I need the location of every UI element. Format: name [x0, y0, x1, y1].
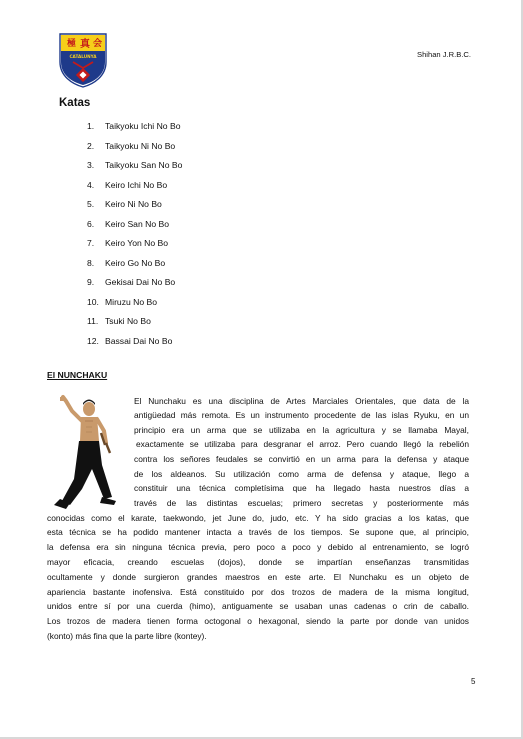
svg-text:会: 会 — [93, 39, 103, 49]
page-number: 5 — [471, 677, 476, 686]
list-item: 6. Keiro San No Bo — [87, 218, 170, 229]
svg-text:極: 極 — [67, 39, 77, 49]
list-item: 12. Bassai Dai No Bo — [87, 335, 173, 346]
paragraph-line: unidos entre sí por una cuerda (himo), antiguamente se usaban unas cadenas o crin de caballo. — [47, 601, 469, 611]
svg-text:CATALUNYA: CATALUNYA — [69, 54, 97, 59]
paragraph-line: antigüedad más remota. Es un instrumento procedente de las islas Ryuku, en un — [134, 410, 469, 420]
catalunya-club-logo — [58, 32, 108, 88]
paragraph-line: través de las distintas escuelas; primero secretas y posteriormente más — [134, 498, 469, 508]
author-header: Shihan J.R.B.C. — [417, 50, 472, 59]
paragraph-line: (konto) más fina que la parte libre (kontey). — [47, 631, 207, 641]
list-item: 1. Taikyoku Ichi No Bo — [87, 121, 181, 131]
paragraph-line: de los aldeanos. Su utilización como arma de defensa y ataque, llego a — [134, 469, 469, 479]
paragraph-line: esta técnica se ha podido mantener intacta a través de los tiempos. Se supone que, al principio, — [47, 527, 469, 537]
paragraph-line: ocultamente y donde surgieron grandes maestros en este arte. El Nunchaku es un objeto de — [47, 572, 469, 582]
paragraph-line: la defensa era sin ninguna técnica previa, pero poco a poco y debido al entrenamiento, se logró — [47, 542, 469, 552]
list-item: 9. Gekisai Dai No Bo — [87, 277, 176, 287]
katas-title: Katas — [59, 97, 91, 109]
list-item: 10. Miruzu No Bo — [87, 296, 158, 307]
katas-list — [87, 121, 182, 355]
paragraph-line: Los trozos de madera tienen forma octogonal o hexagonal, siendo la parte por donde van unidos — [47, 616, 469, 626]
list-item: 11. Tsuki No Bo — [87, 316, 151, 326]
paragraph-line: contra los señores feudales se convirtió en un arma para la defensa y ataque — [134, 454, 469, 464]
list-item: 7. Keiro Yon No Bo — [87, 238, 169, 248]
list-item: 4. Keiro Ichi No Bo — [87, 179, 168, 190]
list-item: 2. Taikyoku Ni No Bo — [87, 140, 176, 151]
paragraph-line: apariencia bastante inofensiva. Está constituido por dos trozos de madera de la misma longitud, — [47, 587, 469, 597]
paragraph-line: constituir una técnica completísima que ha llegado hasta nuestros días a — [134, 483, 469, 493]
nunchaku-section-title: El NUNCHAKU — [47, 370, 108, 380]
paragraph-line: principio era un arma que se utilizaba en la agricultura y se llamaba Mayal, — [134, 425, 469, 435]
paragraph-line: El Nunchaku es una disciplina de Artes Marciales Orientales, que data de la — [134, 396, 469, 406]
paragraph-line: mayor eficacia, creando escuelas (dojos), donde se impartían enseñanzas transmitidas — [47, 557, 469, 567]
martial-artist-image — [52, 393, 120, 523]
paragraph-line: conocidas como el karate, taekwondo, jet June do, judo, etc. Y ha sido gracias a los katas, que — [47, 513, 469, 523]
svg-text:真: 真 — [80, 39, 90, 50]
list-item: 3. Taikyoku San No Bo — [87, 160, 183, 170]
list-item: 8. Keiro Go No Bo — [87, 257, 166, 268]
list-item: 5. Keiro Ni No Bo — [87, 199, 162, 209]
paragraph-line: exactamente se utilizaba para desgranar el arroz. Pero cuando llegó la rebelión — [136, 439, 469, 449]
